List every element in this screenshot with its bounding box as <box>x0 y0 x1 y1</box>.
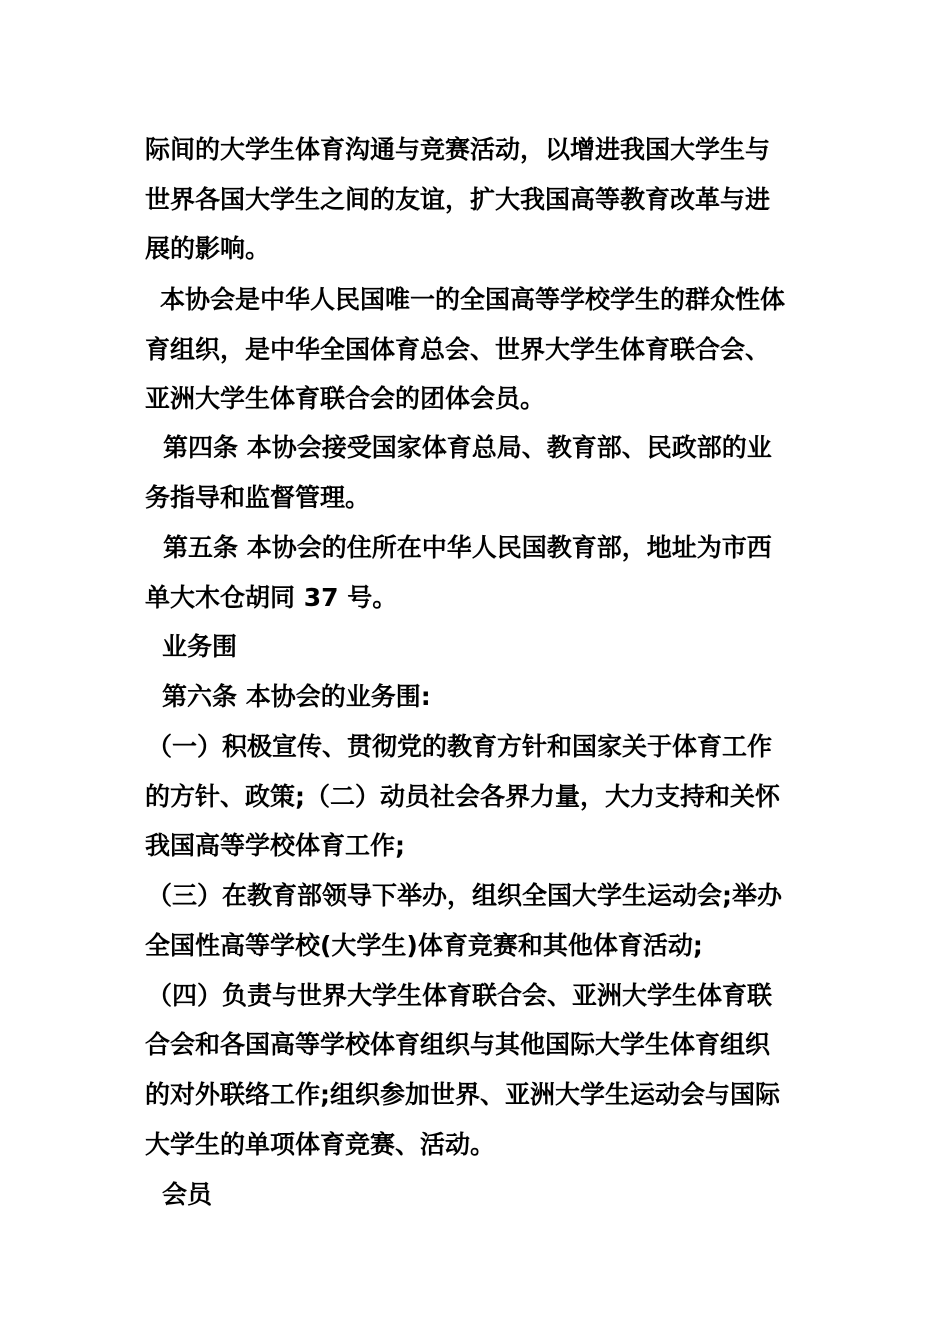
text-line <box>0 330 950 370</box>
text-line-content: 会员 <box>162 1180 213 1209</box>
text-line-content: （三）在教育部领导下举办，组织全国大学生运动会;举办 <box>147 881 782 910</box>
text-line-content: 单大木仓胡同 37 号。 <box>145 583 398 612</box>
text-line-content: 我国高等学校体育工作; <box>145 831 405 860</box>
text-line <box>0 876 950 916</box>
text-line-content: 合会和各国高等学校体育组织与其他国际大学生体育组织 <box>145 1030 771 1059</box>
text-line <box>0 130 950 170</box>
text-line <box>0 976 950 1016</box>
text-line-content: 亚洲大学生体育联合会的团体会员。 <box>145 384 546 413</box>
text-line <box>0 180 950 220</box>
text-line <box>0 1025 950 1065</box>
text-line <box>0 1125 950 1165</box>
text-line-content: 第六条 本协会的业务围: <box>162 682 431 711</box>
text-line <box>0 926 950 966</box>
text-line <box>0 229 950 269</box>
text-line <box>0 578 950 618</box>
text-line <box>0 677 950 717</box>
text-line <box>0 1075 950 1115</box>
text-line <box>0 379 950 419</box>
text-line-content: 务指导和监督管理。 <box>145 483 371 512</box>
text-line <box>0 478 950 518</box>
text-line <box>0 727 950 767</box>
text-line <box>0 826 950 866</box>
text-line-content: 展的影响。 <box>145 234 271 263</box>
text-line-content: 育组织，是中华全国体育总会、世界大学生体育联合会、 <box>145 335 771 364</box>
text-line-content: 业务围 <box>162 632 238 661</box>
text-line-content: 第四条 本协会接受国家体育总局、教育部、民政部的业 <box>163 433 772 462</box>
text-line <box>0 1175 950 1215</box>
text-line <box>0 777 950 817</box>
text-line-content: 的对外联络工作;组织参加世界、亚洲大学生运动会与国际 <box>145 1080 780 1109</box>
text-line <box>0 528 950 568</box>
text-line-content: 全国性高等学校(大学生)体育竞赛和其他体育活动; <box>145 931 703 960</box>
text-line-content: 大学生的单项体育竞赛、活动。 <box>145 1130 496 1159</box>
text-line-content: 的方针、政策;（二）动员社会各界力量，大力支持和关怀 <box>145 782 780 811</box>
text-line-content: （一）积极宣传、贯彻党的教育方针和国家关于体育工作 <box>147 732 773 761</box>
text-line-content: （四）负责与世界大学生体育联合会、亚洲大学生体育联 <box>147 981 773 1010</box>
text-line <box>0 627 950 667</box>
text-line <box>0 280 950 320</box>
text-line-content: 世界各国大学生之间的友谊，扩大我国高等教育改革与进 <box>145 185 771 214</box>
text-line <box>0 428 950 468</box>
text-line-content: 际间的大学生体育沟通与竞赛活动，以增进我国大学生与 <box>145 135 771 164</box>
text-line-content: 第五条 本协会的住所在中华人民国教育部，地址为市西 <box>163 533 772 562</box>
text-line-content: 本协会是中华人民国唯一的全国高等学校学生的群众性体 <box>160 285 786 314</box>
